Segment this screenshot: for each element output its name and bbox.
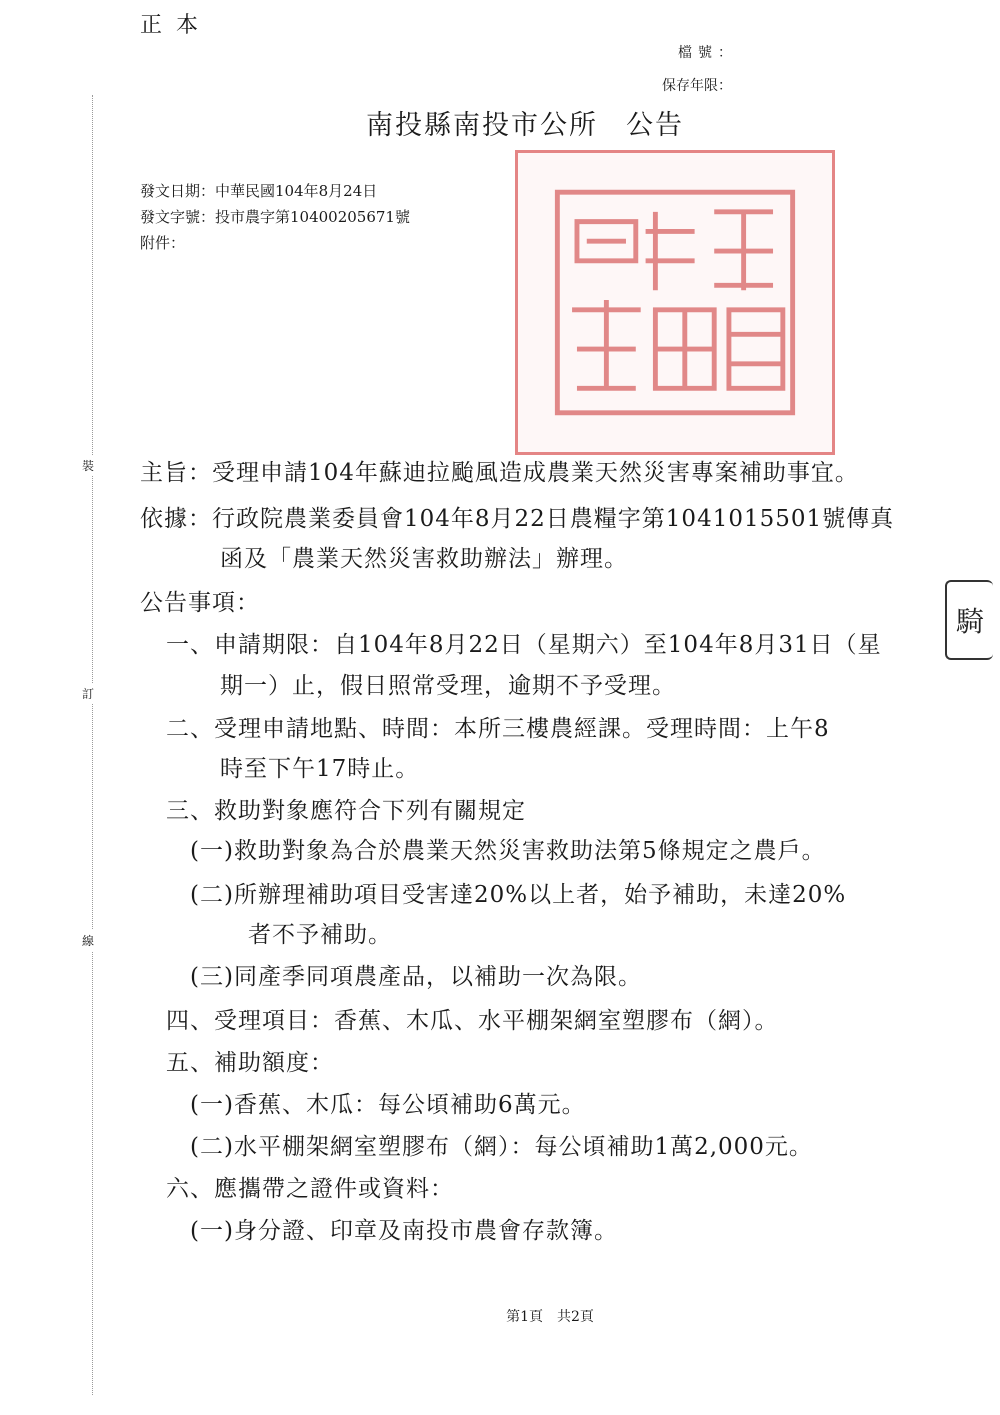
basis-line: 依據：行政院農業委員會104年8月22日農糧字第1041015501號傳真: [140, 506, 895, 532]
retention-label: 保存年限：: [662, 78, 732, 94]
item-3-sub-3: (三)同產季同項農產品，以補助一次為限。: [190, 964, 642, 990]
item-2-line-cont: 時至下午17時止。: [220, 756, 420, 782]
item-3-line: 三、救助對象應符合下列有關規定: [166, 798, 526, 824]
page-current: 第1頁: [506, 1309, 543, 1325]
binding-mark-bind: 裝: [82, 455, 94, 476]
file-number-label: 檔號：: [678, 45, 738, 61]
item-3-sub-2-cont: 者不予補助。: [248, 922, 392, 948]
item-2-line: 二、受理申請地點、時間：本所三樓農經課。受理時間：上午8: [166, 716, 830, 742]
binding-mark-staple: 訂: [82, 683, 94, 704]
item-5-sub-1: (一)香蕉、木瓜：每公頃補助6萬元。: [190, 1092, 586, 1118]
item-5-sub-2: (二)水平棚架網室塑膠布（網）：每公頃補助1萬2,000元。: [190, 1134, 813, 1160]
item-4-line: 四、受理項目：香蕉、木瓜、水平棚架網室塑膠布（網）。: [166, 1008, 779, 1034]
issue-date: 發文日期：中華民國104年8月24日: [140, 182, 378, 200]
item-6-sub-1: (一)身分證、印章及南投市農會存款簿。: [190, 1218, 618, 1244]
item-3-sub-1: (一)救助對象為合於農業天然災害救助法第5條規定之農戶。: [190, 838, 826, 864]
page-title: [0, 103, 1000, 142]
item-6-line: 六、應攜帶之證件或資料：: [166, 1176, 454, 1202]
side-stamp: 騎: [945, 580, 993, 660]
item-1-line-cont: 期一）止，假日照常受理，逾期不予受理。: [220, 673, 676, 699]
title-type: 公告: [626, 110, 684, 141]
title-organization: 南投縣南投市公所: [366, 110, 598, 141]
notice-items-heading: 公告事項：: [140, 590, 260, 616]
page-footer: [0, 1306, 1000, 1326]
page-total: 共2頁: [557, 1309, 594, 1325]
item-5-line: 五、補助額度：: [166, 1050, 334, 1076]
reference-number: 發文字號：投市農字第10400205671號: [140, 208, 410, 226]
item-1-line: 一、申請期限：自104年8月22日（星期六）至104年8月31日（星: [166, 632, 882, 658]
official-seal: [515, 150, 835, 455]
copy-mark: 正本: [140, 13, 213, 38]
attachment-label: 附件：: [140, 234, 186, 252]
binding-line: [92, 95, 93, 1395]
item-3-sub-2: (二)所辦理補助項目受害達20%以上者，始予補助，未達20%: [190, 882, 847, 908]
binding-mark-line: 線: [82, 930, 94, 951]
seal-graphic: [518, 153, 832, 452]
basis-line-cont: 函及「農業天然災害救助辦法」辦理。: [220, 546, 628, 572]
subject-line: 主旨：受理申請104年蘇迪拉颱風造成農業天然災害專案補助事宜。: [140, 460, 859, 486]
